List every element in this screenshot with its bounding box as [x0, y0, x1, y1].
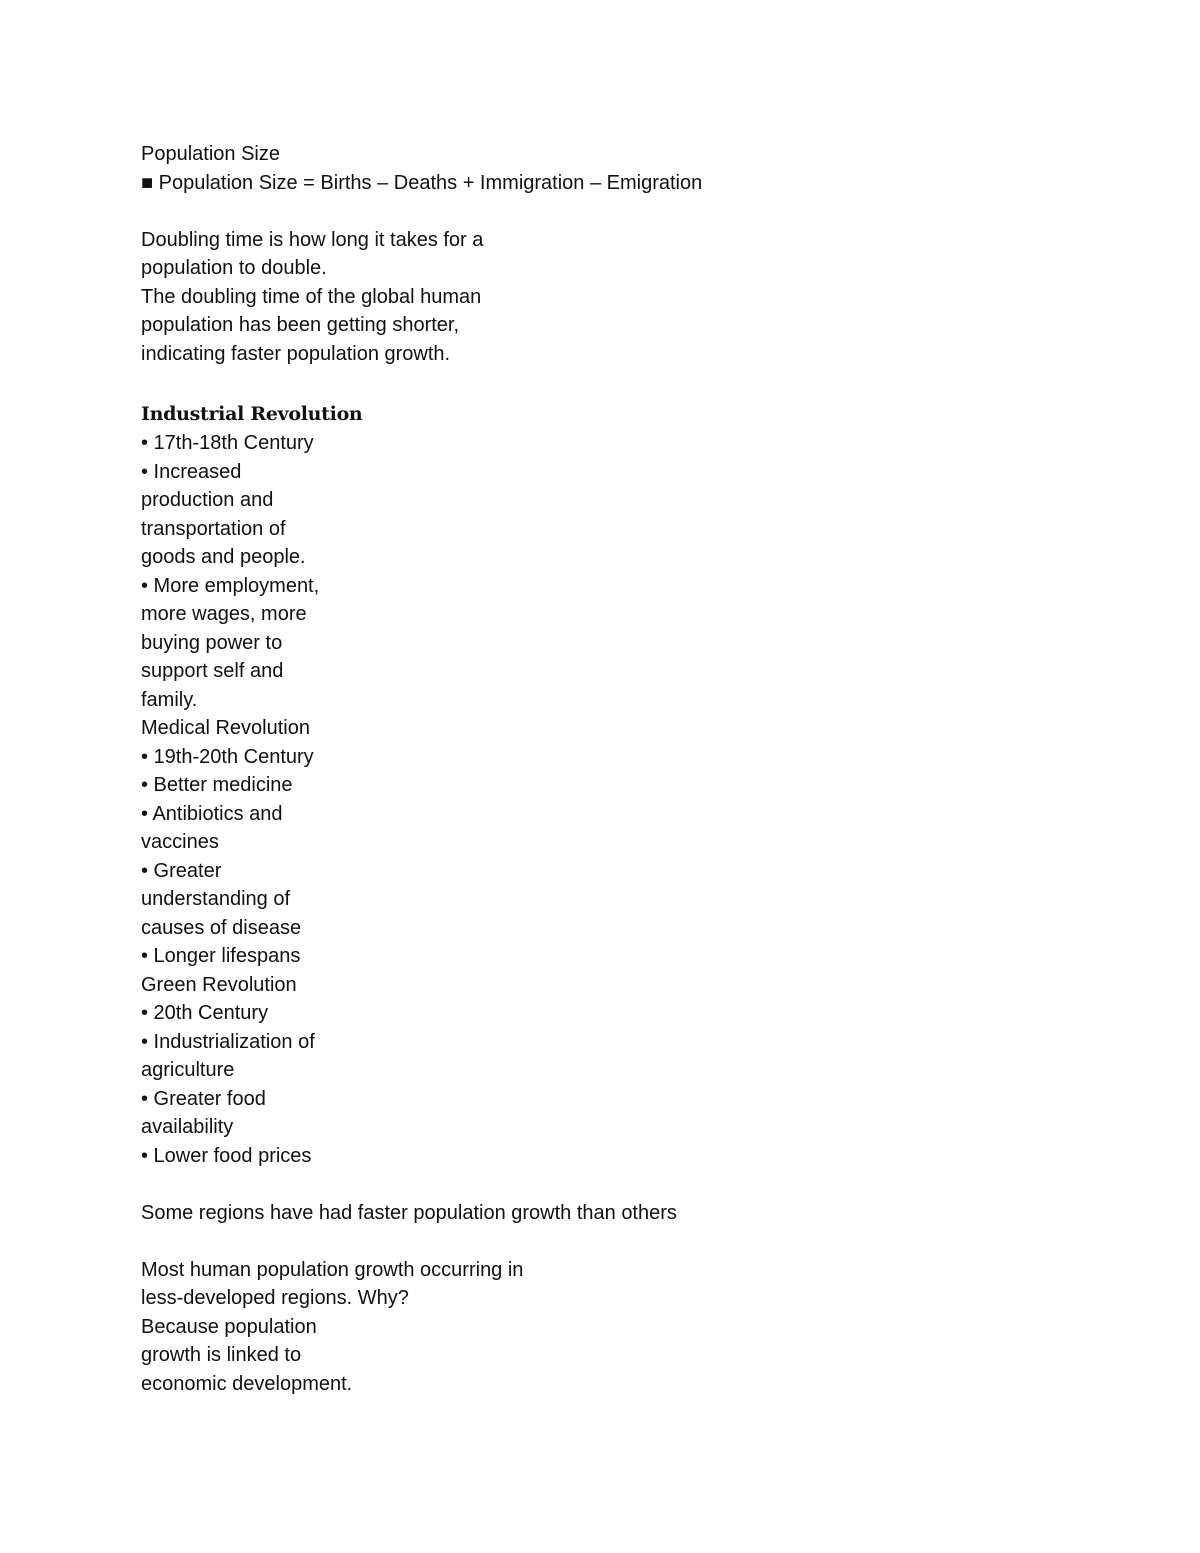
list-item: • 19th-20th Century [141, 745, 314, 768]
paragraph-line: indicating faster population growth. [141, 342, 451, 365]
list-item: transportation of [141, 517, 286, 540]
spacer [141, 1170, 1141, 1199]
green-revolution-list [141, 999, 1141, 1170]
list-item: • 20th Century [141, 1002, 269, 1024]
list-item: • Increased [141, 460, 242, 483]
list-item: availability [141, 1116, 234, 1138]
list-item: causes of disease [141, 916, 302, 939]
list-item: agriculture [141, 1059, 235, 1081]
page-title: Population Size [141, 143, 280, 165]
spacer [141, 1227, 1141, 1256]
list-item: • Industrialization of [141, 1030, 315, 1053]
paragraph-line: The doubling time of the global human [141, 285, 482, 308]
industrial-revolution-heading: Industrial Revolution [141, 403, 363, 425]
green-revolution-heading: Green Revolution [141, 973, 297, 996]
paragraph-line: Most human population growth occurring in [141, 1258, 524, 1281]
list-item: production and [141, 489, 274, 511]
list-item: understanding of [141, 888, 291, 910]
paragraph-line: Because population [141, 1315, 317, 1338]
spacer [141, 197, 1141, 226]
list-item: goods and people. [141, 546, 306, 568]
spacer [141, 368, 1141, 399]
doubling-paragraph [141, 226, 1141, 369]
list-item: • Longer lifespans [141, 945, 301, 967]
document-page [141, 140, 1141, 1398]
list-item: • Antibiotics and [141, 802, 283, 825]
paragraph-line: less-developed regions. Why? [141, 1287, 409, 1309]
medical-revolution-list [141, 743, 1141, 971]
list-item: • Better medicine [141, 774, 293, 796]
paragraph-line: growth is linked to [141, 1344, 302, 1366]
list-item: • Greater food [141, 1087, 266, 1110]
population-formula: ■ Population Size = Births – Deaths + Immigration – Emigration [141, 171, 703, 194]
medical-revolution-heading: Medical Revolution [141, 717, 310, 739]
list-item: • Greater [141, 859, 222, 882]
list-item: buying power to [141, 631, 283, 654]
paragraph-line: Doubling time is how long it takes for a [141, 228, 484, 251]
list-item: • More employment, [141, 574, 320, 597]
paragraph-line: economic development. [141, 1372, 353, 1395]
list-item: more wages, more [141, 603, 307, 625]
list-item: family. [141, 688, 198, 711]
industrial-revolution-list [141, 429, 1141, 714]
list-item: vaccines [141, 831, 219, 853]
list-item: • Lower food prices [141, 1144, 312, 1167]
closing-paragraph [141, 1256, 1141, 1399]
regions-paragraph: Some regions have had faster population growth than others [141, 1201, 677, 1224]
list-item: support self and [141, 660, 284, 682]
paragraph-line: population has been getting shorter, [141, 314, 460, 336]
list-item: • 17th-18th Century [141, 432, 314, 454]
paragraph-line: population to double. [141, 257, 327, 279]
